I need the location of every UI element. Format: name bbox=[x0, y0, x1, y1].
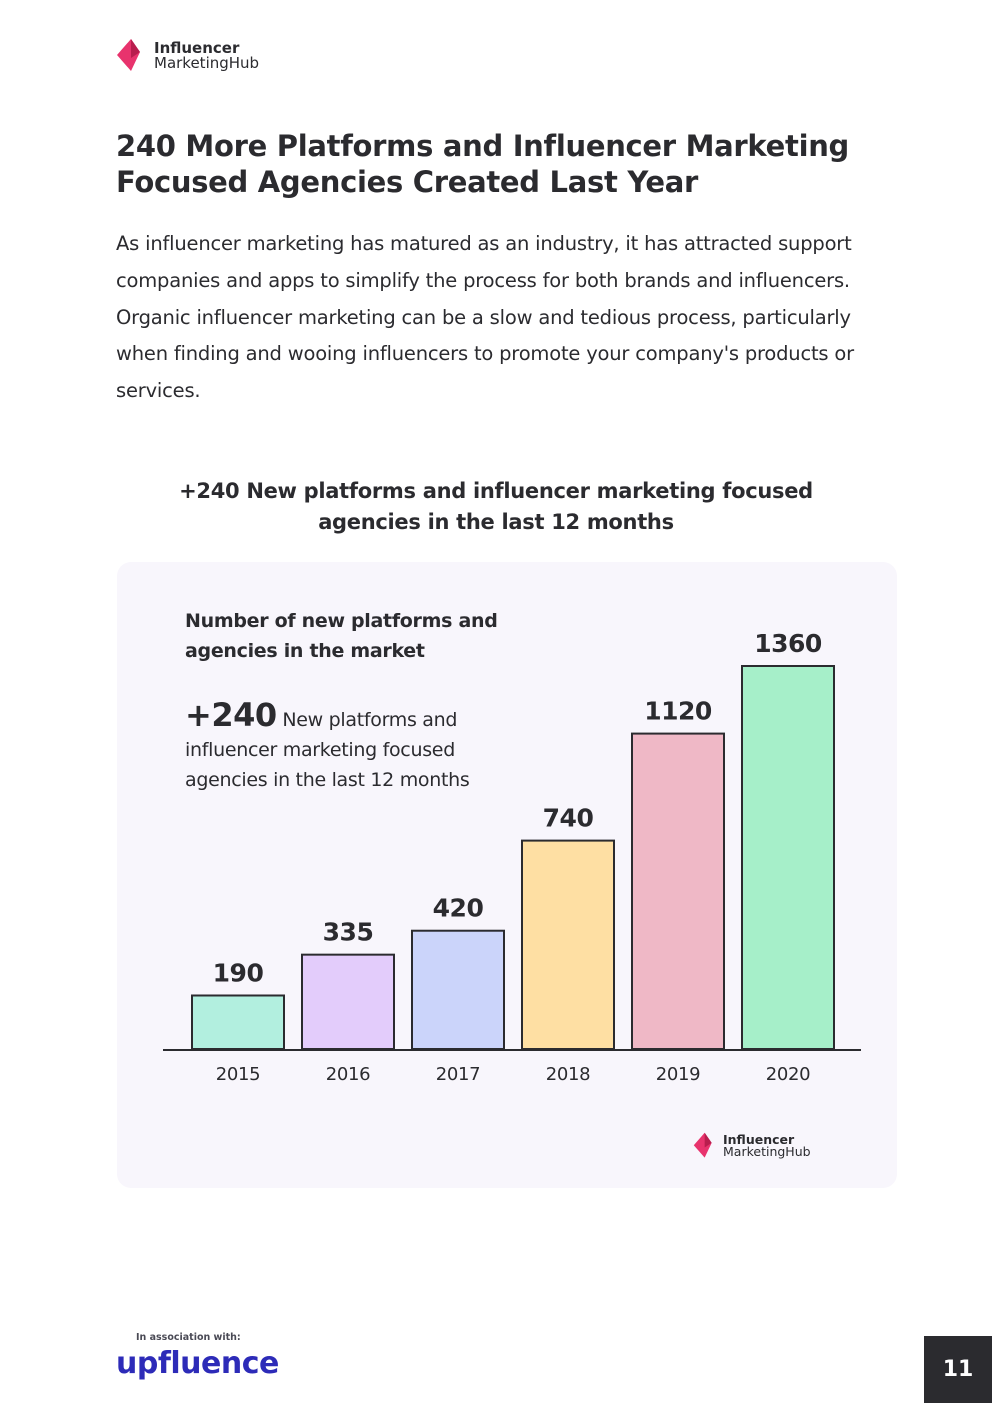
x-tick-label: 2015 bbox=[215, 1064, 261, 1085]
chart-highlight-value: +240 bbox=[185, 696, 277, 734]
x-tick-label: 2016 bbox=[325, 1064, 371, 1085]
intro-paragraph: As influencer marketing has matured as an industry, it has attracted support companies and apps to simplify the process for both brands and influencers. Organic influencer marketing can be a slow and tedious process, particularly when finding and wooing influencers to promote your company's products or services. bbox=[116, 232, 854, 403]
bar-2015 bbox=[192, 995, 284, 1049]
page-title: 240 More Platforms and Influencer Marketing Focused Agencies Created Last Year bbox=[116, 129, 850, 199]
bar-value-label: 190 bbox=[212, 958, 264, 988]
brand-logo-line2: MarketingHub bbox=[154, 54, 260, 72]
bar-2017 bbox=[412, 931, 504, 1049]
bar-value-label: 1360 bbox=[754, 629, 822, 658]
page-number: 11 bbox=[924, 1336, 992, 1403]
x-tick-label: 2017 bbox=[435, 1064, 481, 1085]
bar-2020 bbox=[742, 666, 834, 1049]
partner-logo: upfluence bbox=[116, 1346, 279, 1381]
bar-value-label: 335 bbox=[322, 917, 374, 947]
chart-highlight-text: New platforms and influencer marketing focused agencies in the last 12 months bbox=[185, 709, 470, 791]
association-label: In association with: bbox=[136, 1332, 241, 1343]
chart-title: Number of new platforms and agencies in the market bbox=[185, 610, 498, 662]
bar-2018 bbox=[522, 841, 614, 1049]
bar-value-label: 1120 bbox=[644, 696, 712, 726]
x-tick-label: 2018 bbox=[545, 1064, 591, 1085]
x-tick-label: 2019 bbox=[655, 1064, 701, 1085]
bar-value-label: 420 bbox=[432, 893, 484, 923]
chart-brand-logo-line1: Influencer bbox=[723, 1131, 795, 1147]
chart-brand-logo-line2: MarketingHub bbox=[723, 1144, 811, 1159]
chart-caption: +240 New platforms and influencer marketing focused agencies in the last 12 months bbox=[179, 479, 813, 534]
x-tick-label: 2020 bbox=[765, 1064, 811, 1085]
chart-brand-logo bbox=[693, 1132, 811, 1160]
bar-2016 bbox=[302, 955, 394, 1049]
bar-value-label: 740 bbox=[542, 803, 594, 833]
brand-logo-line1: Influencer bbox=[154, 39, 240, 57]
chart-brand-logo-icon bbox=[693, 1132, 721, 1160]
bar-2019 bbox=[632, 734, 724, 1049]
